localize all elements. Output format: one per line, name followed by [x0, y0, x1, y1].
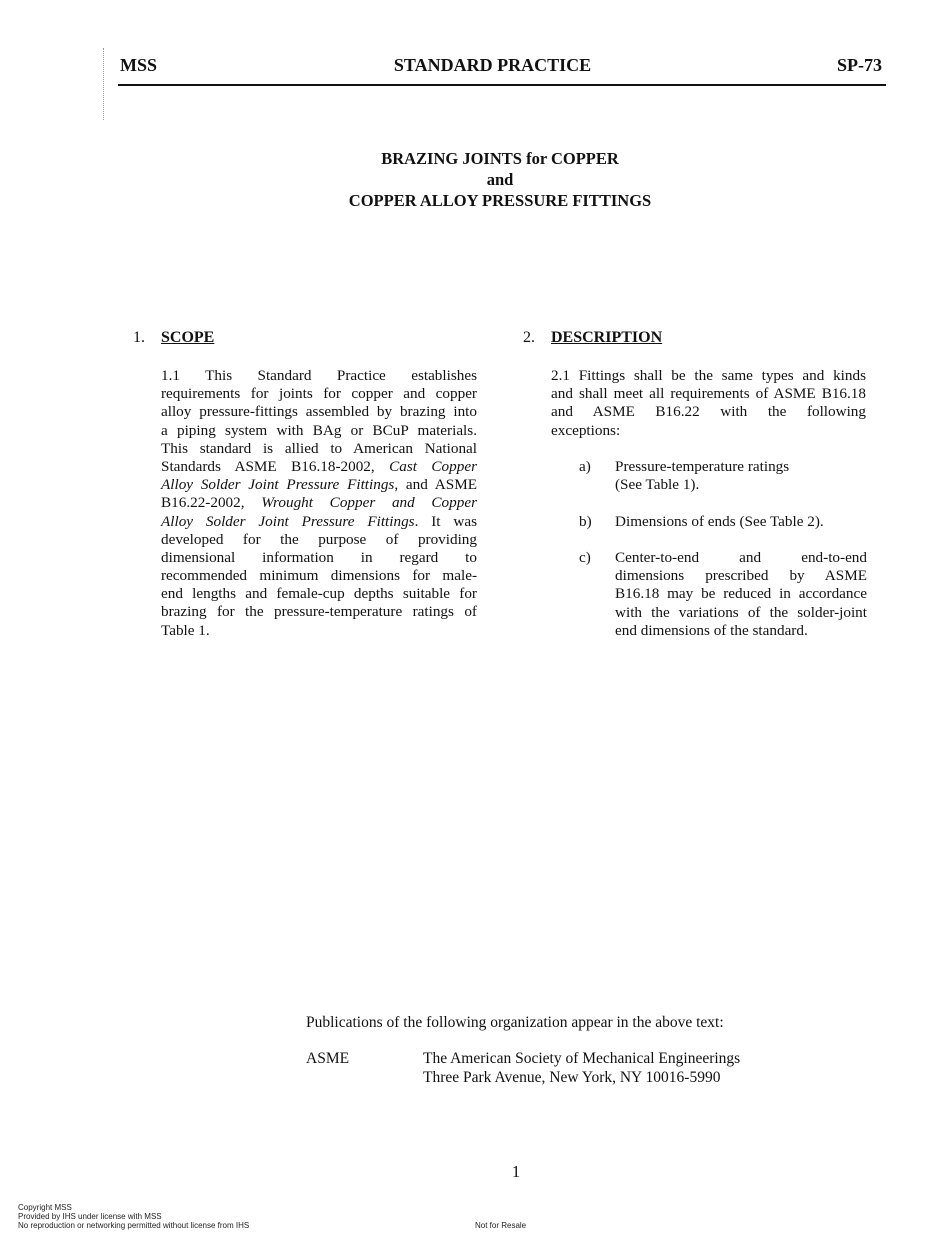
- paragraph-line: and ASME B16.22 with the following: [551, 403, 866, 421]
- paragraph-text: Standards ASME B16.18-2002,: [161, 457, 390, 475]
- exception-item-b: [579, 513, 869, 533]
- paragraph-line: 2.1 Fittings shall be the same types and kinds: [551, 367, 866, 384]
- list-label: a): [579, 458, 591, 475]
- cited-title: Wrought Copper and Copper: [261, 494, 477, 512]
- publication-org-abbreviation: ASME: [306, 1050, 350, 1067]
- paragraph-line: [161, 513, 477, 531]
- list-text: [615, 513, 867, 531]
- paragraph-line: Table 1.: [161, 621, 210, 639]
- publication-org-name: The American Society of Mechanical Engineerings: [423, 1050, 741, 1067]
- paragraph-line: 1.1 This Standard Practice establishes: [161, 367, 477, 384]
- paragraph-line: end lengths and female-cup depths suitable for: [161, 585, 477, 603]
- list-label: b): [579, 513, 592, 530]
- exception-item-c: [579, 549, 869, 644]
- page-number: 1: [511, 1162, 521, 1181]
- list-label: c): [579, 549, 591, 566]
- header-rule: [118, 84, 886, 86]
- paragraph-line: a piping system with BAg or BCuP materials.: [161, 421, 477, 439]
- not-for-resale-notice: Not for Resale: [475, 1221, 527, 1230]
- document-title-line-1: BRAZING JOINTS for COPPER: [381, 149, 619, 168]
- section-2-title: DESCRIPTION: [551, 329, 663, 346]
- list-line: Pressure-temperature ratings: [615, 458, 790, 475]
- paragraph-line: recommended minimum dimensions for male-: [161, 567, 477, 585]
- paragraph-line: requirements for joints for copper and copper: [161, 385, 477, 403]
- paragraph-line: [161, 494, 477, 512]
- cited-title: Cast Copper: [389, 457, 477, 475]
- list-line: end dimensions of the standard.: [615, 621, 808, 639]
- section-2-heading: [523, 329, 873, 349]
- publication-org-address: Three Park Avenue, New York, NY 10016-5990: [423, 1069, 721, 1086]
- list-line: with the variations of the solder-joint: [615, 603, 867, 621]
- paragraph-text: , and ASME: [394, 476, 477, 494]
- list-line: (See Table 1).: [615, 476, 700, 494]
- footer-line: Provided by IHS under license with MSS: [18, 1212, 162, 1221]
- paragraph-line: dimensional information in regard to: [161, 548, 477, 566]
- list-line: Center-to-end and end-to-end: [615, 549, 867, 566]
- copyright-notice: [18, 1203, 249, 1230]
- section-2-number: 2.: [523, 329, 535, 346]
- paragraph-line: brazing for the pressure-temperature ratings of: [161, 603, 477, 621]
- section-1-paragraph: [161, 367, 477, 640]
- publications-intro: Publications of the following organization appear in the above text:: [306, 1014, 724, 1031]
- paragraph-line: exceptions:: [551, 421, 621, 439]
- paragraph-line: This standard is allied to American National: [161, 439, 477, 457]
- footer-line: Copyright MSS: [18, 1203, 72, 1212]
- header-standard-number: SP-73: [837, 55, 882, 75]
- paragraph-text: . It was: [414, 512, 477, 530]
- document-title-line-3: COPPER ALLOY PRESSURE FITTINGS: [348, 191, 652, 210]
- header-document-type: STANDARD PRACTICE: [393, 55, 592, 75]
- section-1-heading: [133, 329, 483, 349]
- paragraph-line: [161, 476, 477, 494]
- document-title-line-2: and: [486, 170, 514, 189]
- cited-title: Alloy Solder Joint Pressure Fittings: [161, 476, 395, 494]
- paragraph-line: alloy pressure-fittings assembled by brazing into: [161, 403, 477, 421]
- header-organization: MSS: [120, 55, 158, 75]
- paragraph-text: B16.22-2002,: [161, 494, 262, 512]
- section-2-paragraph: [551, 367, 866, 440]
- list-text: [615, 458, 867, 494]
- section-1-title: SCOPE: [161, 329, 215, 346]
- list-line: B16.18 may be reduced in accordance: [615, 585, 867, 603]
- paragraph-line: developed for the purpose of providing: [161, 530, 477, 548]
- paragraph-line: and shall meet all requirements of ASME B16.18: [551, 385, 866, 403]
- list-line: dimensions prescribed by ASME: [615, 567, 867, 585]
- footer-line: No reproduction or networking permitted without license from IHS: [18, 1221, 250, 1230]
- list-line: Dimensions of ends (See Table 2).: [615, 513, 824, 530]
- cited-title: Alloy Solder Joint Pressure Fittings: [161, 512, 415, 530]
- paragraph-line: [161, 458, 477, 476]
- exception-item-a: [579, 458, 869, 498]
- section-1-number: 1.: [133, 329, 145, 346]
- list-text: [615, 549, 867, 640]
